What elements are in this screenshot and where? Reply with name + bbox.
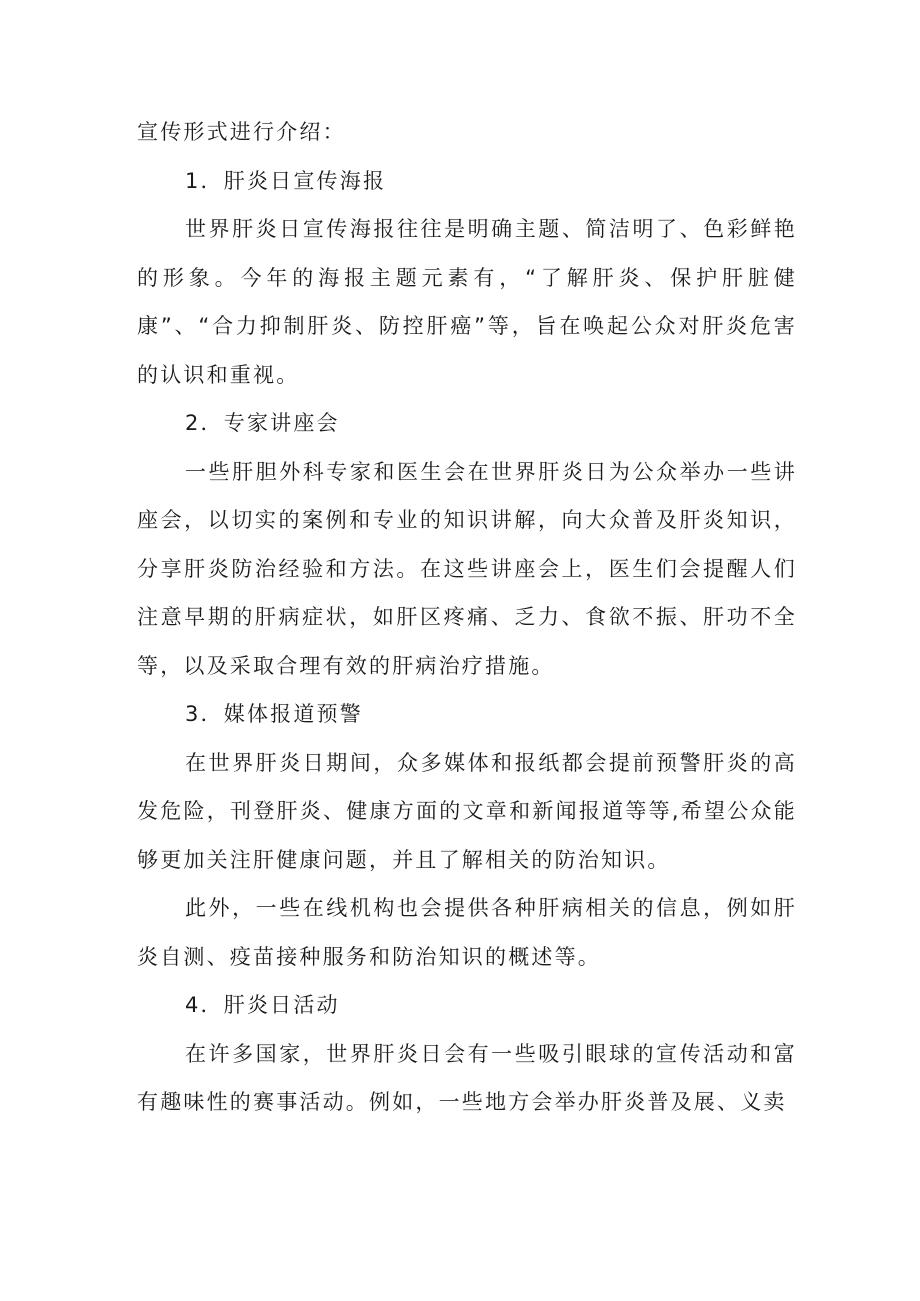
section-heading-poster: 1．肝炎日宣传海报	[185, 168, 387, 193]
paragraph-media: 在世界肝炎日期间，众多媒体和报纸都会提前预警肝炎的高发危险，刊登肝炎、健康方面的文章和新闻报道等等,希望公众能够更加关注肝健康问题，并且了解相关的防治知识。	[137, 750, 797, 872]
paragraph-activities: 在许多国家，世界肝炎日会有一些吸引眼球的宣传活动和富有趣味性的赛事活动。例如，一些地方会举办肝炎普及展、义卖	[137, 1041, 797, 1114]
document-body	[137, 108, 797, 1127]
paragraph-online: 此外，一些在线机构也会提供各种肝病相关的信息，例如肝炎自测、疫苗接种服务和防治知识的概述等。	[137, 896, 797, 969]
paragraph-lecture: 一些肝胆外科专家和医生会在世界肝炎日为公众举办一些讲座会，以切实的案例和专业的知识讲解，向大众普及肝炎知识，分享肝炎防治经验和方法。在这些讲座会上，医生们会提醒人们注意早期的肝病症状，如肝区疼痛、乏力、食欲不振、肝功不全等，以及采取合理有效的肝病治疗措施。	[137, 459, 797, 678]
section-heading-media: 3．媒体报道预警	[185, 702, 363, 726]
paragraph-poster: 世界肝炎日宣传海报往往是明确主题、简洁明了、色彩鲜艳的形象。今年的海报主题元素有，“了解肝炎、保护肝脏健康”、“合力抑制肝炎、防控肝癌”等，旨在唤起公众对肝炎危害的认识和重视。	[137, 217, 797, 387]
section-heading-lecture: 2．专家讲座会	[185, 411, 340, 435]
intro-line: 宣传形式进行介绍：	[137, 120, 346, 144]
section-heading-activities: 4．肝炎日活动	[185, 993, 340, 1017]
